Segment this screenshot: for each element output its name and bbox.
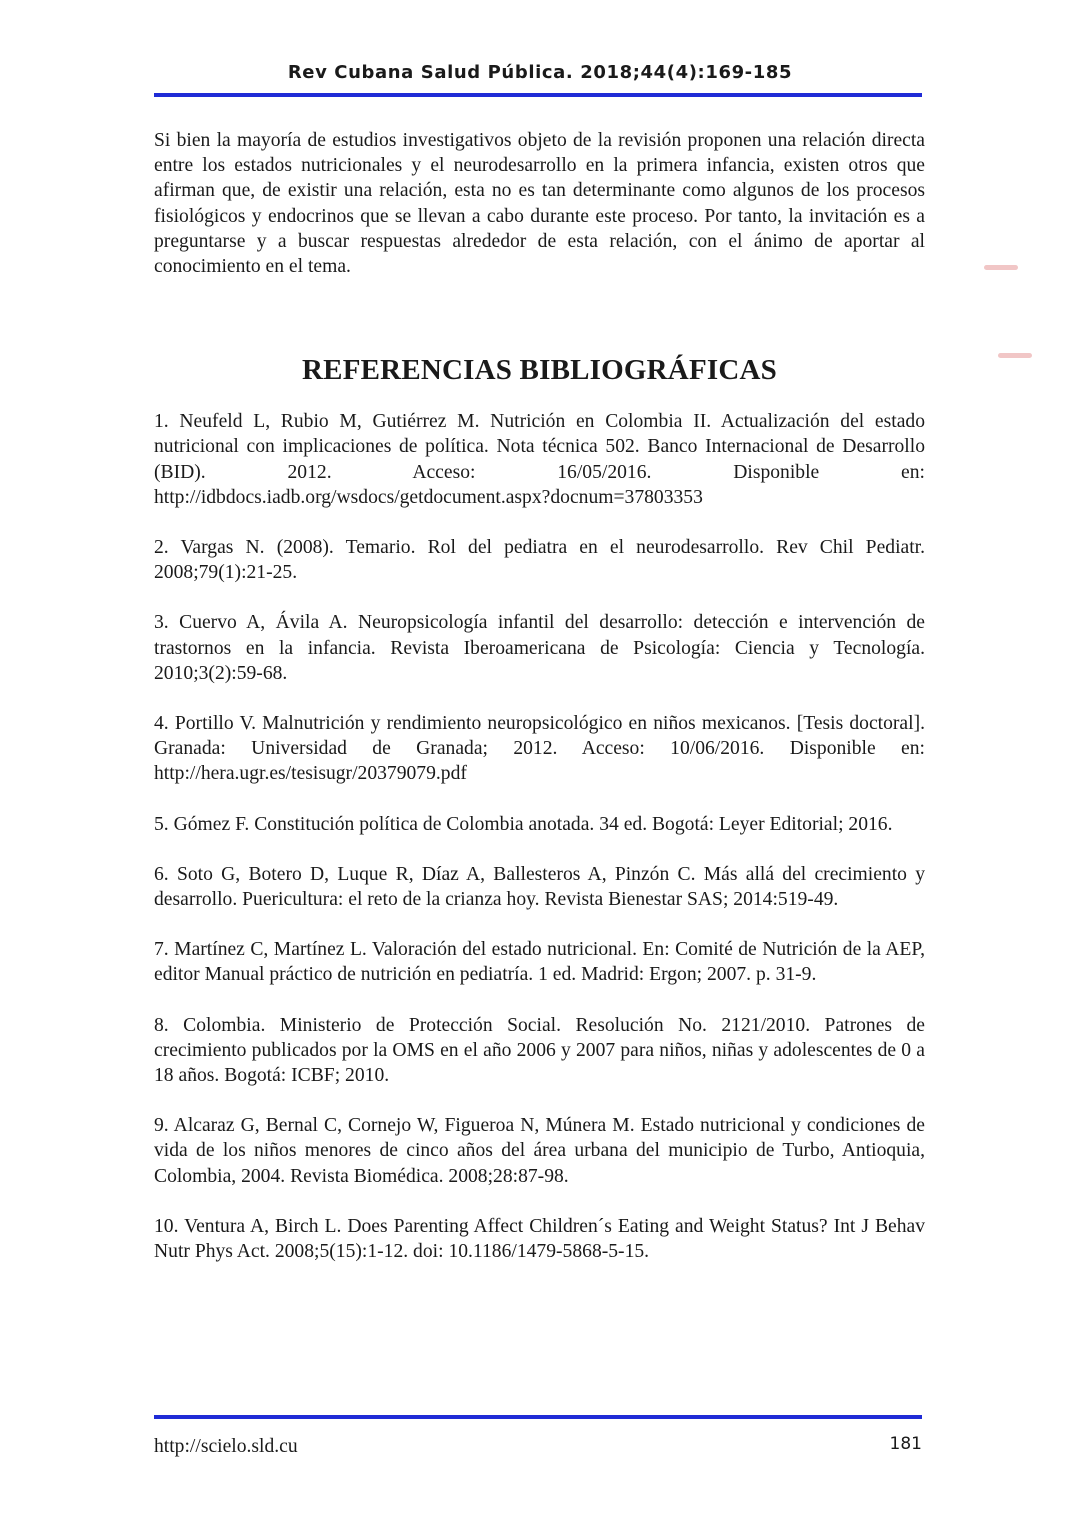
reference-item: 9. Alcaraz G, Bernal C, Cornejo W, Figueroa N, Múnera M. Estado nutricional y condiciones de vida de los niños menores de cinco años del área urbana del municipio de Turbo, Antioquia, Colombia, 2004. Revista Biomédica. 2008;28:87-98. — [154, 1115, 925, 1187]
footer-url[interactable]: http://scielo.sld.cu — [154, 1436, 298, 1457]
page-content — [154, 128, 925, 1289]
reference-item: 4. Portillo V. Malnutrición y rendimiento neuropsicológico en niños mexicanos. [Tesis doctoral]. Granada: Universidad de Granada; 2012. Acceso: 10/06/2016. Disponible en: http://hera.ugr.es/tesisugr/20379079.pdf — [154, 713, 925, 785]
reference-item: 6. Soto G, Botero D, Luque R, Díaz A, Ballesteros A, Pinzón C. Más allá del crecimiento y desarrollo. Puericultura: el reto de la crianza hoy. Revista Bienestar SAS; 2014:519-49. — [154, 863, 925, 911]
reference-item: 5. Gómez F. Constitución política de Colombia anotada. 34 ed. Bogotá: Leyer Editorial; 2016. — [154, 813, 893, 835]
references-heading: REFERENCIAS BIBLIOGRÁFICAS — [302, 354, 777, 387]
reference-item: 2. Vargas N. (2008). Temario. Rol del pediatra en el neurodesarrollo. Rev Chil Pediatr. 2008;79(1):21-25. — [154, 537, 925, 584]
reference-item: 3. Cuervo A, Ávila A. Neuropsicología infantil del desarrollo: detección e intervención de trastornos en la infancia. Revista Iberoamericana de Psicología: Ciencia y Tecnología. 2010;3(2):59-68. — [154, 612, 925, 684]
reference-item: 8. Colombia. Ministerio de Protección Social. Resolución No. 2121/2010. Patrones de crecimiento publicados por la OMS en el año 2006 y 2007 para niños, niñas y adolescentes de 0 a 18 años. Bogotá: ICBF; 2010. — [154, 1014, 925, 1087]
reference-item: 1. Neufeld L, Rubio M, Gutiérrez M. Nutrición en Colombia II. Actualización del estado nutricional con implicaciones de política. Nota técnica 502. Banco Internacional de Desarrollo (BID). 2012. Acceso: 16/05/2016. Disponible en: http://idbdocs.iadb.org/wsdocs/getdocument.aspx?docnum=37803353 — [154, 411, 925, 508]
margin-mark — [998, 353, 1032, 358]
reference-item: 10. Ventura A, Birch L. Does Parenting Affect Children´s Eating and Weight Status? Int J Behav Nutr Phys Act. 2008;5(15):1-12. doi: 10.1186/1479-5868-5-15. — [154, 1215, 925, 1263]
page-number: 181 — [889, 1434, 922, 1454]
header-rule — [154, 93, 922, 97]
journal-header: Rev Cubana Salud Pública. 2018;44(4):169-185 — [287, 62, 793, 83]
footer-rule — [154, 1415, 922, 1419]
margin-mark — [984, 265, 1018, 270]
reference-list — [154, 409, 925, 1264]
closing-paragraph: Si bien la mayoría de estudios investigativos objeto de la revisión proponen una relación directa entre los estados nutricionales y el neurodesarrollo en la primera infancia, existen otros que afirman que, de existir una relación, esta no es tan determinante como algunos de los procesos fisiológicos y endocrinos que se llevan a cabo durante este proceso. Por tanto, la invitación es a preguntarse y a buscar respuestas alrededor de esta relación, con el ánimo de aportar al conocimiento en el tema. — [154, 130, 925, 278]
reference-item: 7. Martínez C, Martínez L. Valoración del estado nutricional. En: Comité de Nutrición de la AEP, editor Manual práctico de nutrición en pediatría. 1 ed. Madrid: Ergon; 2007. p. 31-9. — [154, 939, 925, 986]
